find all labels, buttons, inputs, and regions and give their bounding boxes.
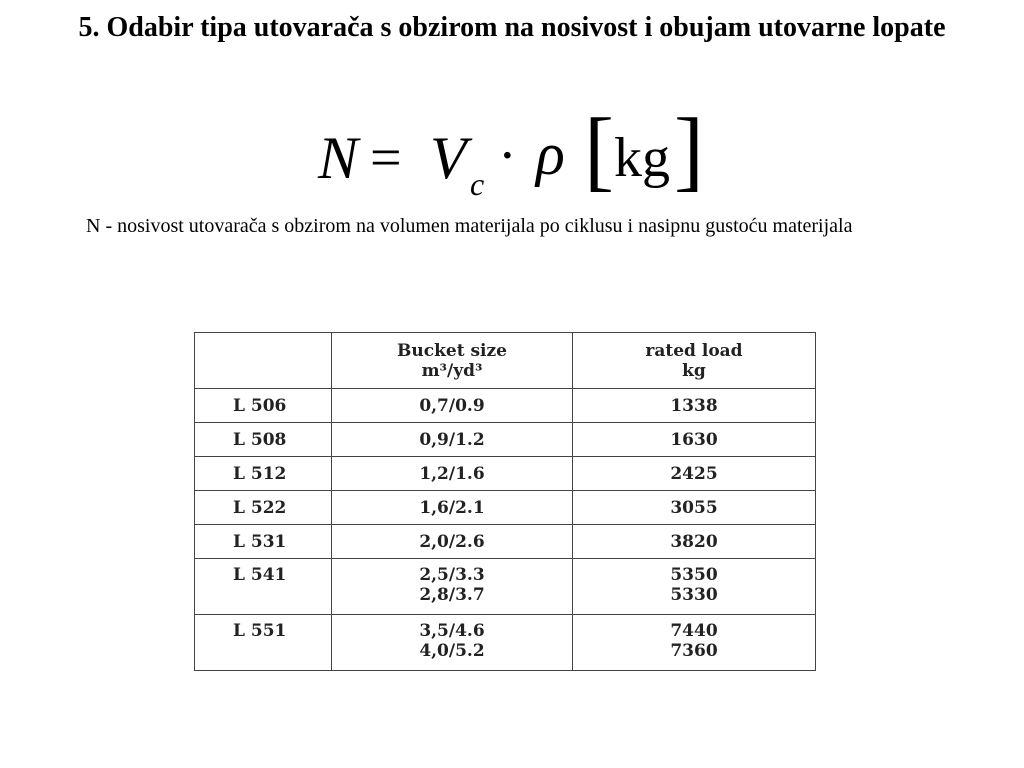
table-header-row <box>195 333 816 389</box>
load-cell: 1338 <box>573 389 816 423</box>
model-cell: L 531 <box>195 525 332 559</box>
loader-table <box>194 332 816 670</box>
bucket-cell: 2,0/2.6 <box>332 525 573 559</box>
load-value: 7440 <box>670 621 718 641</box>
bucket-value: 3,5/4.6 <box>419 621 485 641</box>
formula-n: N <box>318 125 359 191</box>
formula-unit: kg <box>614 127 670 189</box>
model-cell: L 506 <box>195 389 332 423</box>
load-value: 7360 <box>670 641 718 661</box>
bucket-value: 2,8/3.7 <box>419 585 485 605</box>
load-cell: 3820 <box>573 525 816 559</box>
table-row <box>195 423 816 457</box>
bucket-cell: 0,7/0.9 <box>332 389 573 423</box>
model-cell: L 522 <box>195 491 332 525</box>
formula-rho: ρ <box>536 121 565 187</box>
model-cell: L 541 <box>195 559 332 615</box>
bucket-value: 4,0/5.2 <box>419 641 485 661</box>
load-value: 5330 <box>670 585 718 605</box>
bucket-cell: 1,6/2.1 <box>332 491 573 525</box>
slide-title: 5. Odabir tipa utovarača s obzirom na nosivost i obujam utovarne lopate <box>78 12 946 43</box>
formula-dot: · <box>498 125 517 187</box>
formula-v: V <box>430 125 467 191</box>
bucket-cell <box>332 615 573 671</box>
bucket-cell: 0,9/1.2 <box>332 423 573 457</box>
load-cell <box>573 559 816 615</box>
formula-description: N - nosivost utovarača s obzirom na volumen materijala po ciklusu i nasipnu gustoću materijala <box>86 215 853 237</box>
load-cell <box>573 615 816 671</box>
load-cell: 3055 <box>573 491 816 525</box>
load-formula <box>318 101 718 202</box>
formula-equals: = <box>370 127 402 189</box>
header-bucket-size-label: Bucket size <box>397 340 507 361</box>
header-bucket-size <box>332 333 573 389</box>
model-cell: L 508 <box>195 423 332 457</box>
load-value: 5350 <box>670 565 718 585</box>
header-model <box>195 333 332 389</box>
load-cell: 1630 <box>573 423 816 457</box>
table-row <box>195 559 816 615</box>
table-row <box>195 615 816 671</box>
table-row <box>195 457 816 491</box>
header-rated-load-label: rated load <box>645 340 743 361</box>
table-row <box>195 389 816 423</box>
formula-bracket-right: ] <box>674 101 704 200</box>
loader-spec-table <box>194 332 816 671</box>
model-cell: L 551 <box>195 615 332 671</box>
bucket-cell: 1,2/1.6 <box>332 457 573 491</box>
bucket-cell <box>332 559 573 615</box>
table-row <box>195 491 816 525</box>
formula-bracket-left: [ <box>584 101 614 200</box>
model-cell: L 512 <box>195 457 332 491</box>
load-cell: 2425 <box>573 457 816 491</box>
header-rated-load <box>573 333 816 389</box>
bucket-value: 2,5/3.3 <box>419 565 485 585</box>
table-row <box>195 525 816 559</box>
header-bucket-size-unit: m³/yd³ <box>421 360 483 381</box>
header-rated-load-unit: kg <box>682 360 706 381</box>
formula-v-subscript: c <box>470 166 485 202</box>
